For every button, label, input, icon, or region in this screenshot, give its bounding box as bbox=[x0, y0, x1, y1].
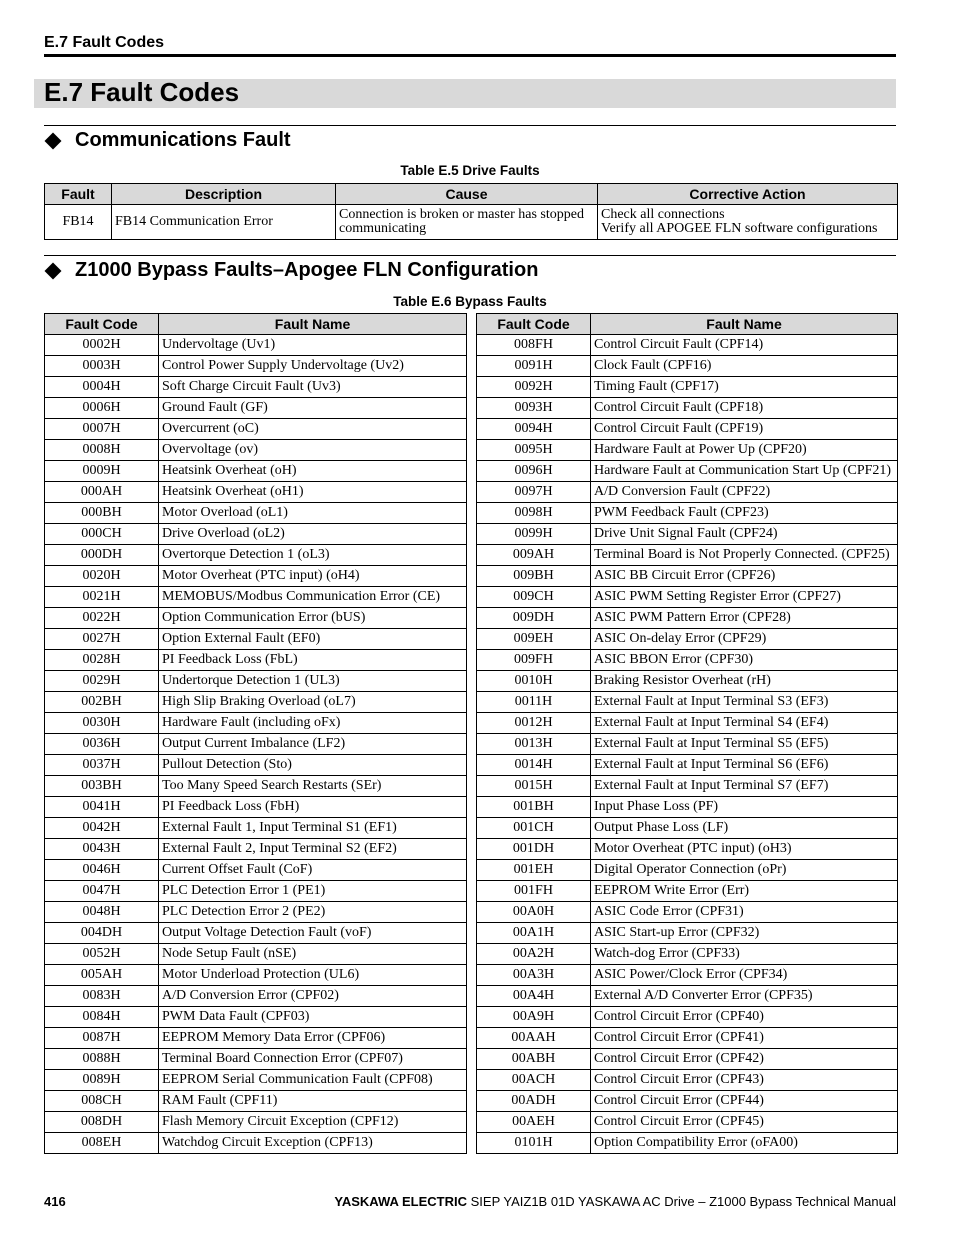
fault-code: 0096H bbox=[477, 461, 591, 482]
fault-name: Output Phase Loss (LF) bbox=[591, 818, 898, 839]
table-row bbox=[45, 205, 898, 240]
fault-code: 00A9H bbox=[477, 1007, 591, 1028]
table-row bbox=[477, 1028, 898, 1049]
table-row bbox=[477, 797, 898, 818]
fault-name: Clock Fault (CPF16) bbox=[591, 356, 898, 377]
footer-manual-title bbox=[334, 1194, 896, 1209]
fault-code: 000BH bbox=[45, 503, 159, 524]
fault-code: 003BH bbox=[45, 776, 159, 797]
table-row bbox=[45, 608, 467, 629]
fault-code: 0093H bbox=[477, 398, 591, 419]
table-row bbox=[477, 986, 898, 1007]
fault-name: Overvoltage (ov) bbox=[159, 440, 467, 461]
table-row bbox=[477, 377, 898, 398]
heading-text: Communications Fault bbox=[75, 129, 291, 151]
fault-name: Output Current Imbalance (LF2) bbox=[159, 734, 467, 755]
fault-name: ASIC PWM Pattern Error (CPF28) bbox=[591, 608, 898, 629]
fault-code: 008CH bbox=[45, 1091, 159, 1112]
fault-name: External Fault 1, Input Terminal S1 (EF1) bbox=[159, 818, 467, 839]
table-row bbox=[45, 923, 467, 944]
fault-name: External Fault at Input Terminal S5 (EF5) bbox=[591, 734, 898, 755]
fault-name: Braking Resistor Overheat (rH) bbox=[591, 671, 898, 692]
table-row bbox=[45, 1070, 467, 1091]
column-header: Fault Code bbox=[477, 314, 591, 335]
fault-code: 0021H bbox=[45, 587, 159, 608]
table-row bbox=[45, 671, 467, 692]
table-row bbox=[45, 797, 467, 818]
table-row bbox=[477, 923, 898, 944]
fault-name: PWM Feedback Fault (CPF23) bbox=[591, 503, 898, 524]
table-row bbox=[477, 482, 898, 503]
table-row bbox=[45, 860, 467, 881]
fault-name: ASIC BBON Error (CPF30) bbox=[591, 650, 898, 671]
table-row bbox=[477, 398, 898, 419]
fault-name: Overcurrent (oC) bbox=[159, 419, 467, 440]
table-row bbox=[45, 713, 467, 734]
table-row bbox=[45, 1091, 467, 1112]
fault-name: Heatsink Overheat (oH1) bbox=[159, 482, 467, 503]
table-row bbox=[45, 356, 467, 377]
table-row bbox=[45, 776, 467, 797]
fault-code: 00A4H bbox=[477, 986, 591, 1007]
fault-name: PI Feedback Loss (FbL) bbox=[159, 650, 467, 671]
fault-name: High Slip Braking Overload (oL7) bbox=[159, 692, 467, 713]
fault-code: 00A1H bbox=[477, 923, 591, 944]
fault-code: 0047H bbox=[45, 881, 159, 902]
fault-code: 005AH bbox=[45, 965, 159, 986]
table-row bbox=[45, 692, 467, 713]
fault-code: 0013H bbox=[477, 734, 591, 755]
fault-name: Undervoltage (Uv1) bbox=[159, 335, 467, 356]
fault-code: 009BH bbox=[477, 566, 591, 587]
table-row bbox=[45, 839, 467, 860]
column-header: Fault Code bbox=[45, 314, 159, 335]
table-row bbox=[45, 881, 467, 902]
fault-name: Hardware Fault at Power Up (CPF20) bbox=[591, 440, 898, 461]
fault-name: Timing Fault (CPF17) bbox=[591, 377, 898, 398]
fault-code: 0006H bbox=[45, 398, 159, 419]
fault-name: Motor Overheat (PTC input) (oH4) bbox=[159, 566, 467, 587]
fault-name: Control Circuit Error (CPF40) bbox=[591, 1007, 898, 1028]
table-row bbox=[45, 818, 467, 839]
fault-name: Motor Overload (oL1) bbox=[159, 503, 467, 524]
fault-name: PI Feedback Loss (FbH) bbox=[159, 797, 467, 818]
fault-name: External Fault at Input Terminal S7 (EF7) bbox=[591, 776, 898, 797]
fault-name: Control Circuit Fault (CPF18) bbox=[591, 398, 898, 419]
table-row bbox=[477, 1049, 898, 1070]
fault-code: 008DH bbox=[45, 1112, 159, 1133]
footer-brand: YASKAWA ELECTRIC bbox=[334, 1194, 468, 1209]
fault-name: Option External Fault (EF0) bbox=[159, 629, 467, 650]
fault-name: Control Power Supply Undervoltage (Uv2) bbox=[159, 356, 467, 377]
table-header-row bbox=[45, 184, 898, 205]
fault-code: 0020H bbox=[45, 566, 159, 587]
fault-code: 0089H bbox=[45, 1070, 159, 1091]
fault-name: EEPROM Write Error (Err) bbox=[591, 881, 898, 902]
fault-code: 001DH bbox=[477, 839, 591, 860]
fault-code: 0048H bbox=[45, 902, 159, 923]
column-header: Cause bbox=[336, 184, 598, 205]
fault-code: 0043H bbox=[45, 839, 159, 860]
table-row bbox=[45, 629, 467, 650]
fault-name: Terminal Board Connection Error (CPF07) bbox=[159, 1049, 467, 1070]
fault-code: 0012H bbox=[477, 713, 591, 734]
table-row bbox=[45, 944, 467, 965]
fault-code: 0098H bbox=[477, 503, 591, 524]
fault-code: 0007H bbox=[45, 419, 159, 440]
fault-name: ASIC Code Error (CPF31) bbox=[591, 902, 898, 923]
divider bbox=[44, 125, 896, 126]
table-row bbox=[477, 440, 898, 461]
table-header-row bbox=[45, 314, 467, 335]
table-row bbox=[477, 650, 898, 671]
table-row bbox=[45, 335, 467, 356]
fault-code: 0004H bbox=[45, 377, 159, 398]
section-title-bar bbox=[34, 79, 896, 108]
table-row bbox=[477, 881, 898, 902]
fault-name: Option Compatibility Error (oFA00) bbox=[591, 1133, 898, 1154]
fault-code: 00AAH bbox=[477, 1028, 591, 1049]
fault-code: 0037H bbox=[45, 755, 159, 776]
fault-name: EEPROM Serial Communication Fault (CPF08) bbox=[159, 1070, 467, 1091]
fault-name: Output Voltage Detection Fault (voF) bbox=[159, 923, 467, 944]
table-row bbox=[45, 566, 467, 587]
fault-name: ASIC Power/Clock Error (CPF34) bbox=[591, 965, 898, 986]
fault-code: 0036H bbox=[45, 734, 159, 755]
fault-code: 0097H bbox=[477, 482, 591, 503]
bypass-faults-table-left bbox=[44, 313, 467, 1154]
fault-code: 000CH bbox=[45, 524, 159, 545]
fault-code: 009CH bbox=[477, 587, 591, 608]
fault-code: 0011H bbox=[477, 692, 591, 713]
fault-name: Soft Charge Circuit Fault (Uv3) bbox=[159, 377, 467, 398]
corrective-action bbox=[598, 205, 898, 240]
fault-code: 0027H bbox=[45, 629, 159, 650]
fault-code: 0095H bbox=[477, 440, 591, 461]
fault-code: 0008H bbox=[45, 440, 159, 461]
table-row bbox=[477, 860, 898, 881]
table-row bbox=[45, 965, 467, 986]
fault-name: External A/D Converter Error (CPF35) bbox=[591, 986, 898, 1007]
table-row bbox=[477, 524, 898, 545]
fault-code: 002BH bbox=[45, 692, 159, 713]
fault-code: 0087H bbox=[45, 1028, 159, 1049]
table-e6-caption: Table E.6 Bypass Faults bbox=[393, 294, 547, 309]
table-row bbox=[477, 776, 898, 797]
fault-name: Overtorque Detection 1 (oL3) bbox=[159, 545, 467, 566]
fault-name: External Fault at Input Terminal S4 (EF4) bbox=[591, 713, 898, 734]
fault-name: ASIC On-delay Error (CPF29) bbox=[591, 629, 898, 650]
diamond-bullet-icon bbox=[45, 132, 62, 149]
table-row bbox=[477, 566, 898, 587]
fault-code: 0014H bbox=[477, 755, 591, 776]
fault-name: Too Many Speed Search Restarts (SEr) bbox=[159, 776, 467, 797]
fault-code: FB14 bbox=[45, 205, 112, 240]
table-row bbox=[477, 1091, 898, 1112]
fault-code: 009FH bbox=[477, 650, 591, 671]
fault-code: 0015H bbox=[477, 776, 591, 797]
fault-name: ASIC BB Circuit Error (CPF26) bbox=[591, 566, 898, 587]
fault-cause bbox=[336, 205, 598, 240]
fault-code: 0041H bbox=[45, 797, 159, 818]
diamond-bullet-icon bbox=[45, 262, 62, 279]
column-header: Corrective Action bbox=[598, 184, 898, 205]
communications-fault-heading bbox=[44, 129, 291, 152]
fault-name: PLC Detection Error 1 (PE1) bbox=[159, 881, 467, 902]
fault-code: 001CH bbox=[477, 818, 591, 839]
fault-code: 008FH bbox=[477, 335, 591, 356]
table-row bbox=[45, 398, 467, 419]
fault-name: External Fault at Input Terminal S3 (EF3) bbox=[591, 692, 898, 713]
fault-code: 0022H bbox=[45, 608, 159, 629]
fault-code: 0029H bbox=[45, 671, 159, 692]
fault-name: RAM Fault (CPF11) bbox=[159, 1091, 467, 1112]
fault-name: Watchdog Circuit Exception (CPF13) bbox=[159, 1133, 467, 1154]
table-row bbox=[477, 545, 898, 566]
fault-name: Control Circuit Error (CPF45) bbox=[591, 1112, 898, 1133]
column-header: Description bbox=[112, 184, 336, 205]
fault-code: 0010H bbox=[477, 671, 591, 692]
fault-code: 0091H bbox=[477, 356, 591, 377]
table-row bbox=[45, 482, 467, 503]
table-row bbox=[477, 629, 898, 650]
table-row bbox=[45, 650, 467, 671]
fault-name: External Fault 2, Input Terminal S2 (EF2) bbox=[159, 839, 467, 860]
column-header: Fault Name bbox=[591, 314, 898, 335]
table-row bbox=[45, 587, 467, 608]
fault-code: 00ACH bbox=[477, 1070, 591, 1091]
table-row bbox=[477, 944, 898, 965]
fault-name: Ground Fault (GF) bbox=[159, 398, 467, 419]
table-row bbox=[45, 755, 467, 776]
fault-code: 0084H bbox=[45, 1007, 159, 1028]
fault-code: 009EH bbox=[477, 629, 591, 650]
table-row bbox=[45, 377, 467, 398]
section-title: E.7 Fault Codes bbox=[44, 77, 240, 107]
fault-code: 00AEH bbox=[477, 1112, 591, 1133]
fault-name: Hardware Fault at Communication Start Up (CPF21) bbox=[591, 461, 898, 482]
fault-code: 0002H bbox=[45, 335, 159, 356]
table-row bbox=[45, 524, 467, 545]
table-row bbox=[477, 356, 898, 377]
fault-name: MEMOBUS/Modbus Communication Error (CE) bbox=[159, 587, 467, 608]
fault-code: 0030H bbox=[45, 713, 159, 734]
table-row bbox=[477, 965, 898, 986]
fault-code: 0083H bbox=[45, 986, 159, 1007]
table-row bbox=[45, 545, 467, 566]
table-row bbox=[477, 587, 898, 608]
table-row bbox=[477, 1133, 898, 1154]
fault-code: 0009H bbox=[45, 461, 159, 482]
table-row bbox=[477, 503, 898, 524]
table-row bbox=[477, 608, 898, 629]
fault-code: 00A3H bbox=[477, 965, 591, 986]
fault-name: Input Phase Loss (PF) bbox=[591, 797, 898, 818]
drive-faults-table bbox=[44, 183, 898, 240]
fault-name: PWM Data Fault (CPF03) bbox=[159, 1007, 467, 1028]
table-row bbox=[477, 335, 898, 356]
table-row bbox=[45, 1028, 467, 1049]
fault-name: Motor Overheat (PTC input) (oH3) bbox=[591, 839, 898, 860]
column-header: Fault bbox=[45, 184, 112, 205]
fault-code: 0094H bbox=[477, 419, 591, 440]
fault-name: Flash Memory Circuit Exception (CPF12) bbox=[159, 1112, 467, 1133]
fault-code: 0052H bbox=[45, 944, 159, 965]
table-row bbox=[477, 902, 898, 923]
table-row bbox=[477, 461, 898, 482]
bypass-faults-heading bbox=[44, 259, 538, 282]
fault-code: 00ABH bbox=[477, 1049, 591, 1070]
table-row bbox=[477, 1112, 898, 1133]
fault-code: 000DH bbox=[45, 545, 159, 566]
fault-name: Control Circuit Error (CPF44) bbox=[591, 1091, 898, 1112]
table-row bbox=[45, 1112, 467, 1133]
fault-name: Control Circuit Error (CPF42) bbox=[591, 1049, 898, 1070]
fault-name: ASIC Start-up Error (CPF32) bbox=[591, 923, 898, 944]
page-number: 416 bbox=[44, 1194, 66, 1209]
fault-description: FB14 Communication Error bbox=[112, 205, 336, 240]
table-row bbox=[45, 419, 467, 440]
fault-code: 000AH bbox=[45, 482, 159, 503]
table-row bbox=[45, 986, 467, 1007]
fault-name: Current Offset Fault (CoF) bbox=[159, 860, 467, 881]
column-header: Fault Name bbox=[159, 314, 467, 335]
table-row bbox=[477, 818, 898, 839]
fault-name: Control Circuit Error (CPF41) bbox=[591, 1028, 898, 1049]
table-row bbox=[45, 902, 467, 923]
bypass-faults-table-right bbox=[476, 313, 898, 1154]
table-row bbox=[477, 1007, 898, 1028]
table-row bbox=[45, 503, 467, 524]
fault-name: EEPROM Memory Data Error (CPF06) bbox=[159, 1028, 467, 1049]
table-row bbox=[45, 1049, 467, 1070]
fault-code: 0099H bbox=[477, 524, 591, 545]
fault-name: PLC Detection Error 2 (PE2) bbox=[159, 902, 467, 923]
fault-code: 0003H bbox=[45, 356, 159, 377]
table-row bbox=[45, 461, 467, 482]
footer-manual: SIEP YAIZ1B 01D YASKAWA AC Drive – Z1000 Bypass Technical Manual bbox=[467, 1194, 896, 1209]
fault-code: 001FH bbox=[477, 881, 591, 902]
fault-name: Hardware Fault (including oFx) bbox=[159, 713, 467, 734]
fault-name: Control Circuit Fault (CPF19) bbox=[591, 419, 898, 440]
table-row bbox=[45, 440, 467, 461]
fault-code: 00A2H bbox=[477, 944, 591, 965]
table-row bbox=[477, 419, 898, 440]
fault-code: 001EH bbox=[477, 860, 591, 881]
action-line: Verify all APOGEE FLN software configurations bbox=[601, 221, 878, 236]
fault-name: ASIC PWM Setting Register Error (CPF27) bbox=[591, 587, 898, 608]
divider bbox=[44, 255, 896, 256]
fault-code: 00ADH bbox=[477, 1091, 591, 1112]
table-row bbox=[45, 1007, 467, 1028]
cause-line: communicating bbox=[339, 221, 427, 236]
fault-code: 0046H bbox=[45, 860, 159, 881]
running-header: E.7 Fault Codes bbox=[44, 34, 165, 51]
cause-line: Connection is broken or master has stopped bbox=[339, 207, 584, 222]
fault-name: A/D Conversion Error (CPF02) bbox=[159, 986, 467, 1007]
fault-name: A/D Conversion Fault (CPF22) bbox=[591, 482, 898, 503]
fault-name: Terminal Board is Not Properly Connected. (CPF25) bbox=[591, 545, 898, 566]
table-header-row bbox=[477, 314, 898, 335]
fault-name: Control Circuit Error (CPF43) bbox=[591, 1070, 898, 1091]
fault-code: 0092H bbox=[477, 377, 591, 398]
header-rule bbox=[44, 54, 896, 57]
table-row bbox=[477, 1070, 898, 1091]
fault-code: 009DH bbox=[477, 608, 591, 629]
heading-text: Z1000 Bypass Faults–Apogee FLN Configuration bbox=[75, 259, 539, 281]
fault-code: 004DH bbox=[45, 923, 159, 944]
fault-code: 008EH bbox=[45, 1133, 159, 1154]
action-line: Check all connections bbox=[601, 207, 725, 222]
table-row bbox=[45, 1133, 467, 1154]
fault-name: Drive Overload (oL2) bbox=[159, 524, 467, 545]
fault-code: 001BH bbox=[477, 797, 591, 818]
fault-name: Undertorque Detection 1 (UL3) bbox=[159, 671, 467, 692]
table-e5-caption: Table E.5 Drive Faults bbox=[400, 163, 540, 178]
table-row bbox=[477, 839, 898, 860]
fault-code: 00A0H bbox=[477, 902, 591, 923]
table-row bbox=[477, 734, 898, 755]
fault-name: Watch-dog Error (CPF33) bbox=[591, 944, 898, 965]
table-row bbox=[477, 755, 898, 776]
fault-name: Node Setup Fault (nSE) bbox=[159, 944, 467, 965]
table-row bbox=[477, 713, 898, 734]
fault-code: 0028H bbox=[45, 650, 159, 671]
fault-name: Pullout Detection (Sto) bbox=[159, 755, 467, 776]
fault-code: 0101H bbox=[477, 1133, 591, 1154]
table-row bbox=[45, 734, 467, 755]
fault-name: Digital Operator Connection (oPr) bbox=[591, 860, 898, 881]
fault-code: 0088H bbox=[45, 1049, 159, 1070]
fault-name: Option Communication Error (bUS) bbox=[159, 608, 467, 629]
fault-name: Heatsink Overheat (oH) bbox=[159, 461, 467, 482]
table-row bbox=[477, 692, 898, 713]
fault-name: Drive Unit Signal Fault (CPF24) bbox=[591, 524, 898, 545]
fault-name: External Fault at Input Terminal S6 (EF6) bbox=[591, 755, 898, 776]
table-row bbox=[477, 671, 898, 692]
fault-code: 0042H bbox=[45, 818, 159, 839]
fault-code: 009AH bbox=[477, 545, 591, 566]
fault-name: Control Circuit Fault (CPF14) bbox=[591, 335, 898, 356]
fault-name: Motor Underload Protection (UL6) bbox=[159, 965, 467, 986]
